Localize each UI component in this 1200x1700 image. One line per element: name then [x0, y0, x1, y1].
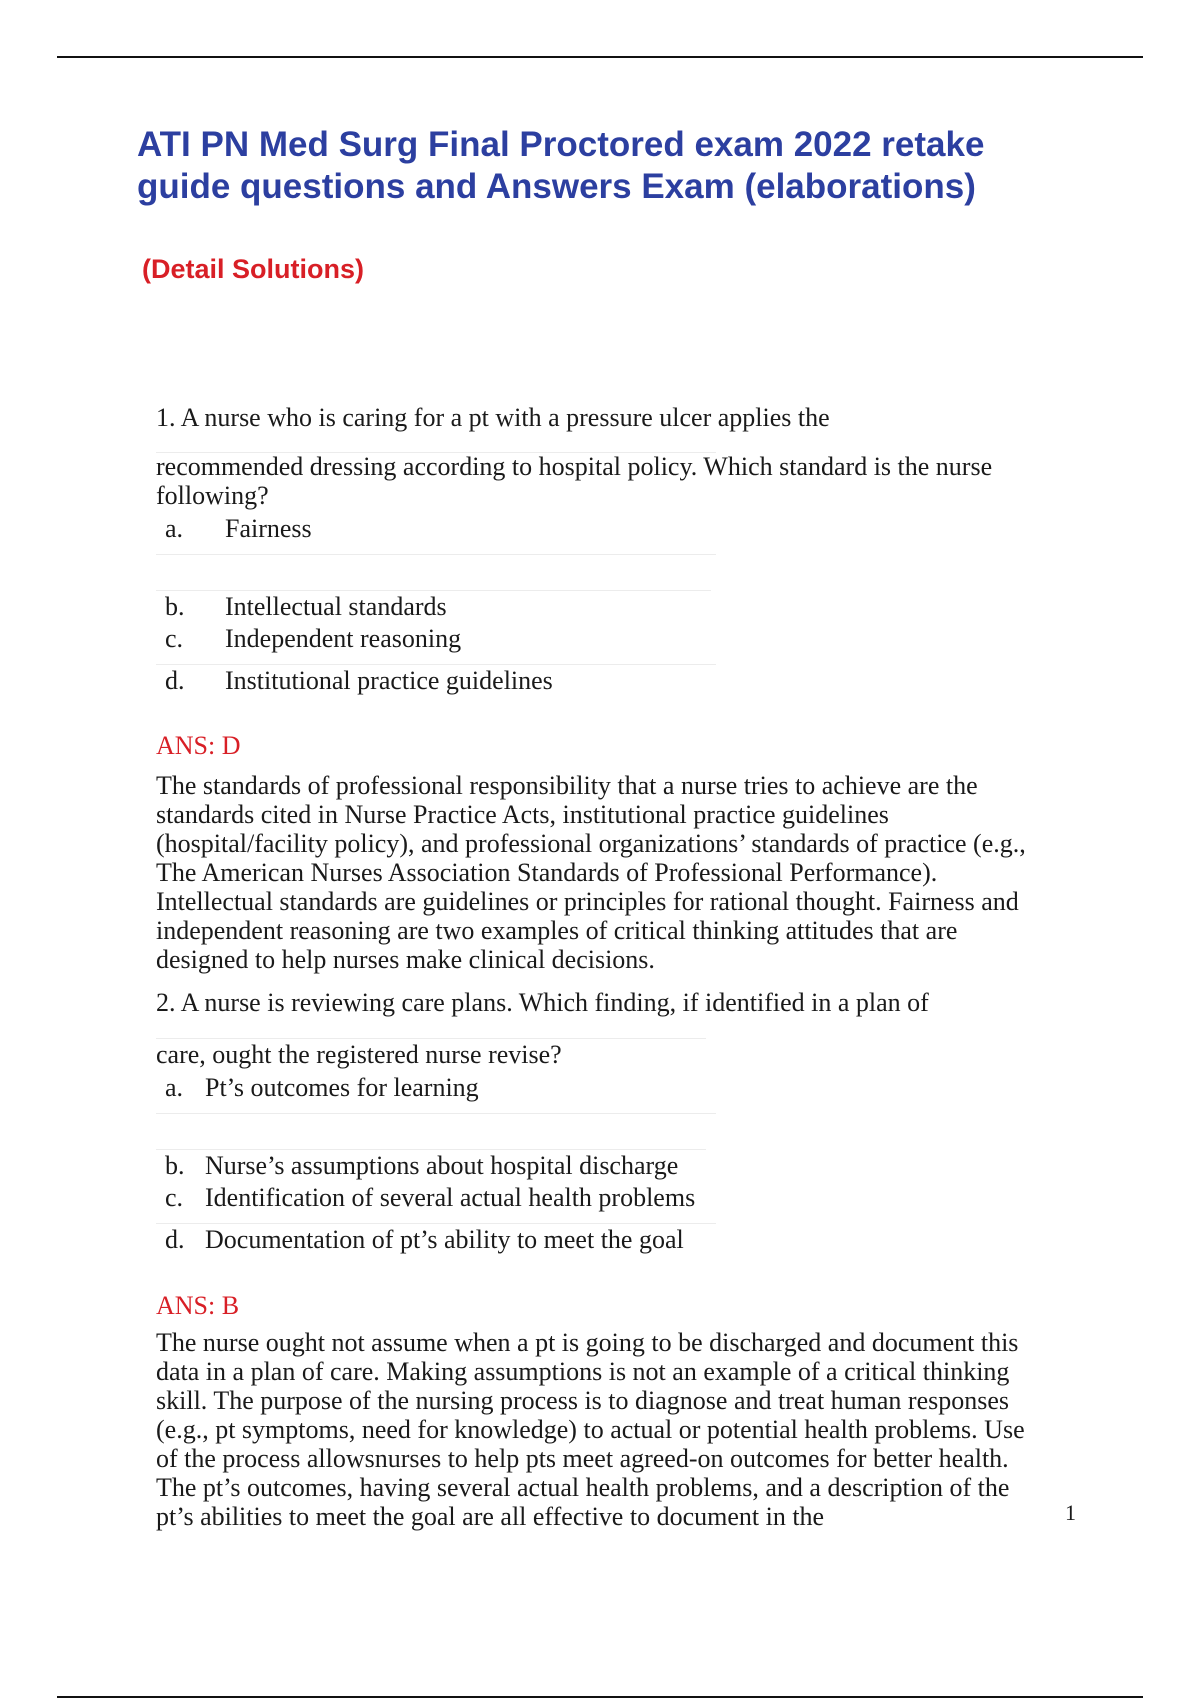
option-text: Institutional practice guidelines — [225, 666, 553, 695]
option-text: Intellectual standards — [225, 592, 447, 621]
option-letter: b. — [165, 592, 185, 621]
question-1-option-b — [165, 592, 447, 622]
question-2-option-b — [165, 1151, 678, 1181]
top-rule — [57, 56, 1143, 58]
option-text: Independent reasoning — [225, 624, 462, 653]
option-letter: d. — [165, 1225, 185, 1254]
divider — [156, 1113, 716, 1114]
page-subtitle: (Detail Solutions) — [142, 254, 364, 284]
page-number: 1 — [1065, 1500, 1076, 1525]
divider — [156, 664, 716, 665]
option-text: Fairness — [225, 514, 312, 543]
question-1-option-d — [165, 666, 553, 696]
option-text: Pt’s outcomes for learning — [205, 1073, 479, 1102]
question-1-option-a — [165, 514, 312, 544]
question-1-rationale: The standards of professional responsibility that a nurse tries to achieve are the standards cited in Nurse Practice Acts, institutional practice guidelines (hospital/facility policy), and professional organizations’ standards of practice (e.g., The American Nurses Association Standards of Professional Performance). Intellectual standards are guidelines or principles for rational thought. Fairness and independent reasoning are two examples of critical thinking attitudes that are designed to help nurses make clinical decisions. — [156, 771, 1026, 974]
question-2-rationale: The nurse ought not assume when a pt is going to be discharged and document this data in a plan of care. Making assumptions is not an example of a critical thinking skill. The purpose of the nursing process is to diagnose and treat human responses (e.g., pt symptoms, need for knowledge) to actual or potential health problems. Use of the process allowsnurses to help pts meet agreed-on outcomes for better health. The pt’s outcomes, having several actual health problems, and a description of the pt’s abilities to meet the goal are all effective to document in the — [156, 1328, 1025, 1531]
question-2-option-a — [165, 1073, 479, 1103]
question-2-stem-line1: 2. A nurse is reviewing care plans. Which finding, if identified in a plan of — [156, 988, 929, 1017]
question-1-answer: ANS: D — [156, 731, 241, 760]
option-text: Documentation of pt’s ability to meet the goal — [205, 1225, 684, 1254]
bottom-rule — [57, 1696, 1143, 1698]
option-text: Identification of several actual health problems — [205, 1183, 696, 1212]
divider — [156, 1038, 706, 1039]
option-letter: a. — [165, 514, 184, 543]
question-2-answer: ANS: B — [156, 1291, 240, 1320]
question-1-stem-line2: recommended dressing according to hospital policy. Which standard is the nurse following? — [156, 452, 993, 510]
option-letter: b. — [165, 1151, 185, 1180]
question-1-stem-line1: 1. A nurse who is caring for a pt with a pressure ulcer applies the — [156, 403, 830, 432]
question-2-option-c — [165, 1183, 695, 1213]
option-letter: c. — [165, 624, 184, 653]
option-letter: c. — [165, 1183, 184, 1212]
question-2-stem-line2: care, ought the registered nurse revise? — [156, 1040, 562, 1069]
divider — [156, 590, 711, 591]
question-1-option-c — [165, 624, 461, 654]
option-text: Nurse’s assumptions about hospital discharge — [205, 1151, 679, 1180]
option-letter: d. — [165, 666, 185, 695]
page-title: ATI PN Med Surg Final Proctored exam 2022 retake guide questions and Answers Exam (elaborations) — [137, 125, 985, 206]
question-2-option-d — [165, 1225, 684, 1255]
option-letter: a. — [165, 1073, 184, 1102]
divider — [156, 554, 716, 555]
divider — [156, 1223, 716, 1224]
divider — [156, 1149, 706, 1150]
